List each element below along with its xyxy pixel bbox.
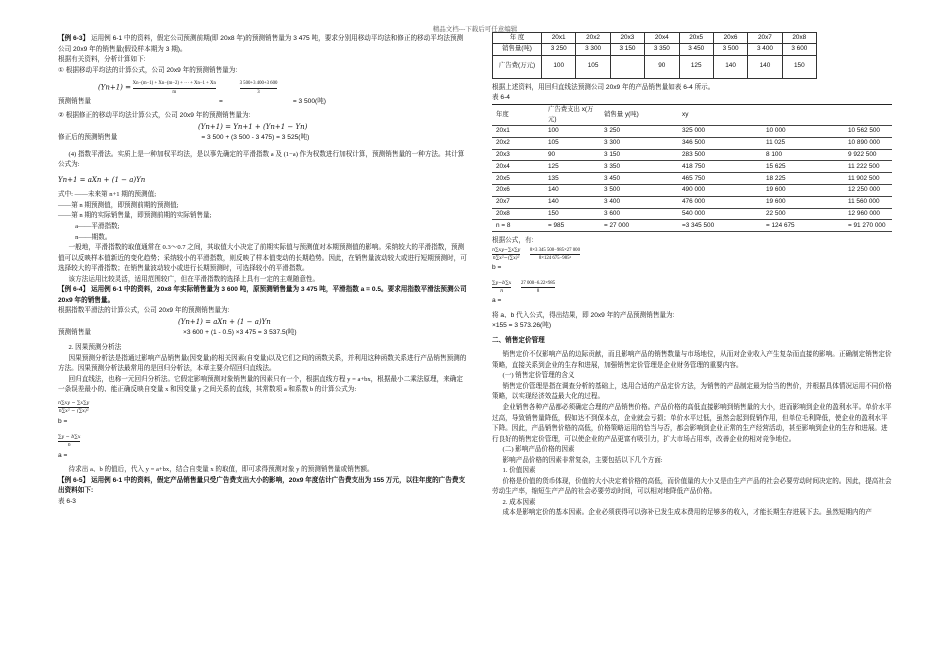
sub-heading-2: (二) 影响产品价格的因素: [502, 446, 575, 454]
a-label: a =: [58, 451, 68, 459]
para-pricing-1: 销售定价不仅影响产品的边际贡献，而且影响产品的销售数量与市场地位，从而对企业收入产生复杂而直接的影响。正确制定销售定价策略，直接关系到企业的生存和进展，加强销售定价管理是企业财务管理的重要内容。: [492, 351, 892, 369]
formula-b-calc: $\frac{n\sum xy-\sum x\sum y}{\text{n∑x²−(∑x)²}}$ $\frac{8\times 3 345 500-985\times 27 000}{\text{8×124 675−985²}}$: [492, 247, 580, 262]
factor-2: 2. 成本因素: [502, 498, 536, 506]
formula-b: $\frac{n\sum xy - \sum x\sum y}{\text{n∑x² − (∑x)²}}$: [58, 400, 90, 415]
table-row: 20x4 125 3 350 418 750 15 625 11 222 500: [492, 161, 892, 173]
example-6-5: 【例 6-5】 运用例 6-1 中的资料，假定产品销售量只受广告费支出大小的影响，20x9 年度估计广告费支出为 155 万元，以往年度的广告费支出资料如下:: [58, 476, 466, 495]
ex64-calc-line: 根据指数平滑法的计算公式，公司 20x9 年的预测销售量为:: [58, 307, 230, 315]
para-sub1-2: 企业销售各种产品都必须确定合理的产品销售价格。产品价格的高低直接影响到销售量的大小，进而影响到企业的盈利水平。单价水平过高，导致销售量降低，假如达不到保本点，企业就会亏损；单价水平过低，虽然会起到促销作用，但单位毛利降低，使企业的盈利水平下降。因此，产品销售价格的高低，价格策略运用的恰当与否，都会影响到企业正常的生产经营活动，甚至影响到企业的生存和进展。进行良好的销售定价管理，可以使企业的产品更富有吸引力，扩大市场占用率，改善企业的相对竞争地位。: [492, 403, 892, 443]
table-row: 20x3 90 3 150 283 500 8 100 9 922 500: [492, 149, 892, 161]
method-1-heading: ① 根据移动平均法的计算公式，公司 20x9 年的预测销售量为:: [58, 66, 238, 74]
para-causal-1: 因果预测分析法是指通过影响产品销售量(因变量)的相关因素(自变量)以及它们之间的函数关系，并利用这种函数关系进行产品销售预测的方法。因果预测分析法最常用的是回归分析法，本章主要介绍回归直线法。: [58, 354, 467, 373]
example-6-4: 【例 6-4】 运用例 6-1 中的资料，20x8 年实际销售量为 3 600 吨，原预测销售量为 3 475 吨，平滑指数 a = 0.5。要求用指数平滑法预测公司 20x9 年的销售量。: [58, 286, 467, 304]
para-general: 一般地，平滑指数的取值通常在 0.3～0.7 之间，其取值大小决定了前期实际值与预测值对本期预测值的影响。采纳较大的平滑指数，预测值可以反映样本值新近的变化趋势；采纳较小的平滑指数，则反映了样本值变动的长期趋势。因此，在销售量波动较大或进行短期预测时，可选择较大的平滑指数；在销售量波动较小或进行长期预测时，可选择较小的平滑指数。: [58, 244, 467, 273]
analysis-line: 根据有关资料，分析计算如下:: [58, 56, 146, 64]
forecast-result: ×155 = 3 573.26(吨): [492, 322, 552, 330]
table-row: 20x1 100 3 250 325 000 10 000 10 562 500: [492, 126, 892, 138]
table-row: 20x5 135 3 450 465 750 18 225 11 902 500: [492, 173, 892, 185]
formula-moving-average: (Yn+1) = $\frac{Xn-(m-1) + Xn-(m-2) + \cdots + Xn-1 + Xn}{m}$ $\frac{3 500+3 400+3 600}{3}$: [98, 81, 278, 95]
table-6-3: [492, 32, 817, 79]
table-row: 广告费(万元) 100 105 90 125 140 140 150: [493, 55, 817, 78]
a-result-label: a =: [492, 297, 502, 305]
where-2: ——第 n 期的实际销售量，即预测前期的实际销售量;: [58, 212, 212, 220]
table-row: 20x2 105 3 300 346 500 11 025 10 890 000: [492, 137, 892, 149]
table-row: 20x7 140 3 400 476 000 19 600 11 560 000: [492, 196, 892, 208]
section-pricing-title: 二、销售定价管理: [492, 336, 545, 344]
forecast-line-3: 预测销售量 ×3 600 + (1 - 0.5) ×3 475 = 3 537.5(吨): [58, 329, 297, 337]
table-row: 销售量(吨) 3 250 3 300 3 150 3 350 3 450 3 500 3 400 3 600: [493, 44, 817, 55]
formula-a-calc: $\frac{\sum y-b\sum x}{n}$ $\frac{27 000-6.22\times 985}{8}$: [492, 280, 556, 295]
where-4: n——期数。: [75, 233, 112, 241]
para-factor-1: 价格是价值的货币体现，价值的大小决定着价格的高低，而价值量的大小又是由生产产品的社会必要劳动时间决定的。因此，提高社会劳动生产率，缩短生产产品的社会必要劳动时间，可以相对地降低产品价格。: [492, 477, 892, 496]
formula-exponential: Yn+1 = aXn + (1 − a)Yn: [58, 175, 146, 184]
example-label: 【例 6-3】: [58, 35, 90, 42]
para-sub2: 影响产品价格的因素非常复杂，主要包括以下几个方面:: [502, 456, 663, 464]
b-label: b =: [58, 417, 68, 425]
table-row: 年 度 20x1 20x2 20x3 20x4 20x5 20x6 20x7 20x8: [493, 33, 817, 44]
para-factor-2: 成本是影响定价的基本因素。企业必须获得可以弥补已发生成本费用的足够多的收入，才能长期生存进展下去。虽然短期内的产: [502, 509, 872, 517]
method-2-heading: ② 根据修正的移动平均法计算公式，公司 20x9 年的预测销售量为:: [58, 112, 251, 120]
left-column: [58, 34, 468, 507]
where-3: a——平滑指数;: [75, 223, 120, 230]
where-1: ——第 n 期预测值，即预测前期的预测值;: [58, 201, 179, 209]
example-6-3: [58, 34, 468, 55]
substitute-line: 将 a、b 代入公式，得出结果，即 20x9 年的产品预测销售量为:: [492, 311, 675, 319]
table-6-4-caption: 表 6-4: [492, 94, 510, 102]
para-causal-2: 回归直线法，也称一元回归分析法。它假定影响预测对象销售量的因素只有一个，根据直线方程 y = a+bx，根据最小二乘法原理，来确定一条误差最小的、能正确反映自变量 x 和因变量 y 之间关系的直线，其常数项 a 和系数 b 的计算公式为:: [58, 375, 463, 394]
example-text: 运用例 6-1 中的资料，假定公司预测前期(即 20x8 年)的预测销售量为 3 475 吨，要求分别用移动平均法和修正的移动平均法预测公司 20x9 年的销售量(假设样本期为 3 期)。: [58, 35, 464, 53]
table-row: 20x6 140 3 500 490 000 19 600 12 250 000: [492, 185, 892, 197]
para-causal-3: 待求出 a、b 的值后，代入 y = a+bx，结合自变量 x 的取值，即可求得预测对象 y 的预测销售量或销售额。: [68, 466, 374, 474]
formula-ex64: (Yn+1) = aXn + (1 − a)Yn: [178, 317, 271, 326]
forecast-line-1: 预测销售量 = = 3 500(吨): [58, 97, 326, 105]
section-causal: 2. 因果预测分析法: [68, 344, 122, 352]
forecast-line-2: 修正后的预测销售量 = 3 500 + (3 500 - 3 475) = 3 525(吨): [58, 134, 310, 142]
para-sub1: 销售定价管理是指在调查分析的基础上，选用合适的产品定价方法，为销售的产品制定最为恰当的售价，并根据具体情况运用不同价格策略，以实现经济效益最大化的过程。: [492, 382, 892, 401]
header-note: 精品文档---下载后可任意编辑: [432, 26, 518, 33]
table-row: 20x8 150 3 600 540 000 22 500 12 960 000: [492, 208, 892, 220]
b-result-label: b =: [492, 264, 502, 272]
table-6-3-caption: 表 6-3: [58, 497, 76, 505]
formula-a: $\frac{\sum y - b\sum x}{n}$: [58, 434, 81, 449]
by-formula-line: 根据公式，有:: [492, 237, 534, 245]
right-column: [492, 32, 892, 519]
sub-heading-1: (一) 销售定价管理的含义: [502, 372, 575, 380]
table-row: 年度 广告费支出 x(万元) 销售量 y(吨) xy: [492, 104, 892, 126]
table-row: n = 8 = 985 = 27 000 =3 345 500 = 124 675 = 91 270 000: [492, 220, 892, 232]
factor-1: 1. 价值因素: [502, 467, 536, 475]
table-6-4: [492, 104, 892, 233]
formula-modified-ma: (Yn+1) = Yn+1 + (Yn+1 − Yn): [198, 122, 308, 131]
para-exponential: (4) 指数平滑法。实质上是一种加权平均法，是以事先确定的平滑指数 a 及 (1−a) 作为权数进行加权计算，预测销售量的一种方法。其计算公式为:: [58, 150, 465, 169]
after-table-6-3: 根据上述资料，用回归直线法预测公司 20x9 年的产品销售量如表 6-4 所示。: [492, 83, 715, 91]
para-apply: 该方法运用比较灵活，适用范围较广，但在平滑指数的选择上具有一定的主观随意性。: [68, 275, 320, 283]
where-line: 式中: ——未来第 n+1 期的预测值;: [58, 191, 157, 199]
